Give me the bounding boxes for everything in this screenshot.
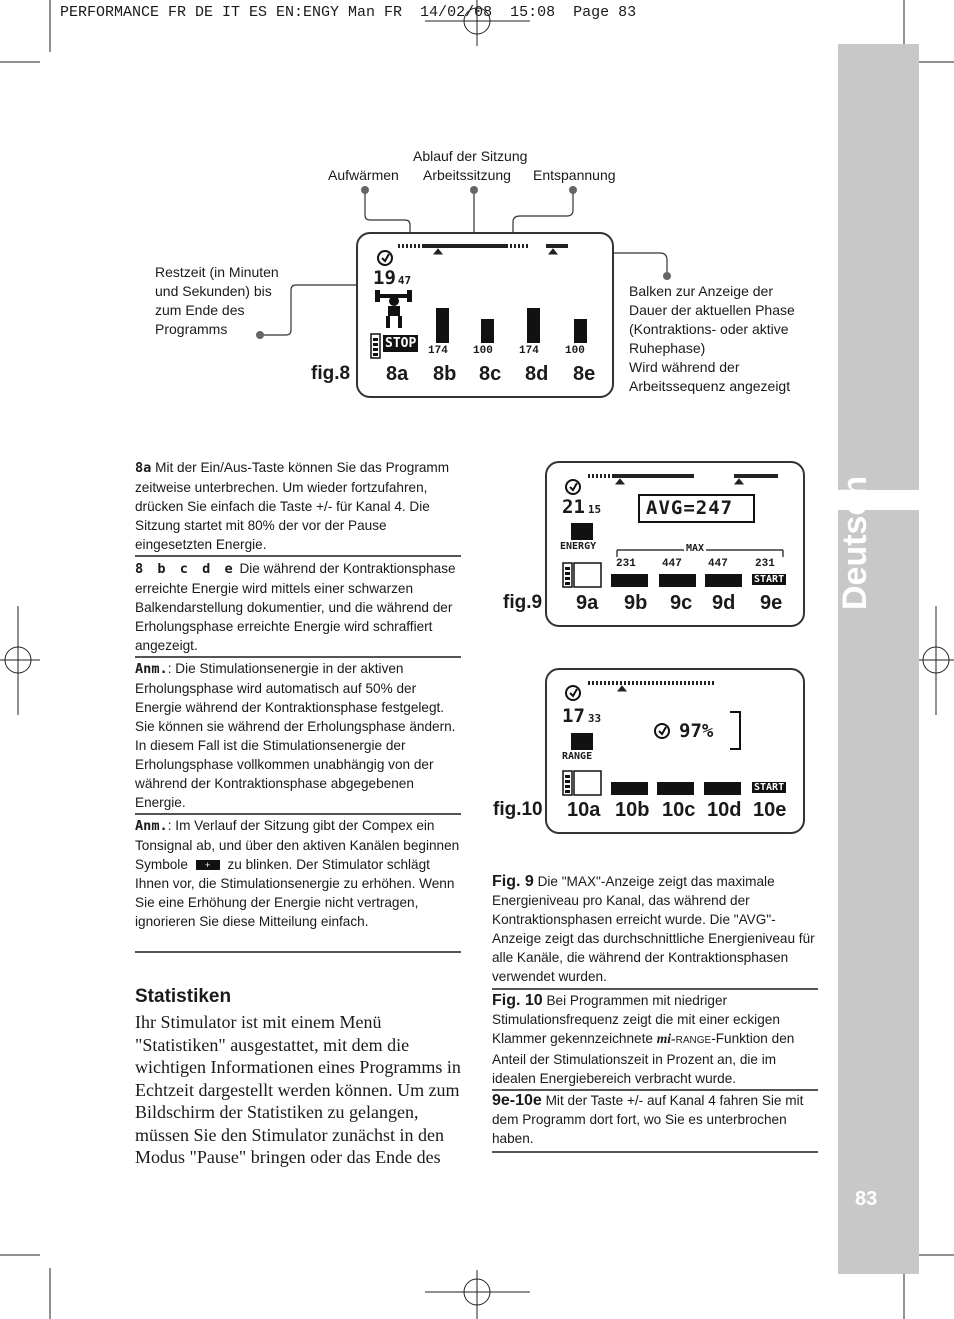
divider <box>492 988 818 990</box>
fig9-value-e: 231 <box>755 558 775 570</box>
callout-cooldown: Entspannung <box>533 167 616 183</box>
divider <box>135 555 461 557</box>
note-anm-2: Anm.: Im Verlauf der Sitzung gibt der Compex ein Tonsignal ab, und über den aktiven Kanälen beginnen Symbole + zu blinken. Der Stimulator schlägt Ihnen vor, die Stimulationsenergie zu erhöhen. Wenn Sie eine Erhöhung der Energie nicht vertragen, ignorieren Sie diese Mitteilung einfach. <box>135 818 460 929</box>
fig8-channel-d: 8d <box>525 363 549 385</box>
fig10-channel-e: 10e <box>753 799 787 821</box>
fig9-channel-a: 9a <box>576 592 599 614</box>
note-work-seq: Wird während der Arbeitssequenz angezeigt <box>629 359 791 394</box>
fig10-channel-a: 10a <box>567 799 601 821</box>
fig9-channel-b: 9b <box>624 592 648 614</box>
fig9-channel-e: 9e <box>760 592 783 614</box>
note-phase-bar: Balken zur Anzeige der Dauer der aktuellen Phase (Kontraktions- oder aktive Ruhephase) <box>629 283 795 356</box>
fig8-value-d: 174 <box>519 345 539 357</box>
avg-display: AVG=247 <box>646 497 734 519</box>
fig8-value-c: 100 <box>473 345 493 357</box>
print-slug: PERFORMANCE FR DE IT ES EN:ENGY Man FR 14/02/08 15:08 Page 83 <box>60 4 637 21</box>
fig8-channel-c: 8c <box>479 363 502 385</box>
fig10-channel-c: 10c <box>662 799 696 821</box>
fig8-channel-a: 8a <box>386 363 409 385</box>
fig10-channel-d: 10d <box>707 799 742 821</box>
fig8-channel-b: 8b <box>433 363 457 385</box>
fig8-label: fig.8 <box>311 363 351 384</box>
language-tab: Deutsch <box>836 475 874 610</box>
fig8-value-e: 100 <box>565 345 585 357</box>
start-icon: START <box>754 782 785 793</box>
fig9-time: 21 15 <box>562 496 602 518</box>
fig9-value-c: 447 <box>662 558 682 570</box>
divider <box>135 656 461 658</box>
statistiken-body: Ihr Stimulator ist mit einem Menü "Statistiken" ausgestattet, mit dem die wichtigen Informationen eines Programms in Echtzeit dargestellt werden können. Um zum Bildschirm der Statistiken zu gelangen, müssen Sie den Stimulator zunächst in den Modus "Pause" bringen oder das Ende des <box>135 1012 461 1167</box>
fig9-channel-c: 9c <box>670 592 693 614</box>
note-8a: 8a Mit der Ein/Aus-Taste können Sie das Programm zeitweise unterbrechen. Um wieder fortzufahren, drücken Sie einfach die Taste +/- für Kanal 4. Die Sitzung startet mit 80% der vor der Pause eingesetzten Energie. <box>135 460 450 552</box>
fig10-label: fig.10 <box>493 799 543 820</box>
note-9e-10e: 9e-10e Mit der Taste +/- auf Kanal 4 fahren Sie mit dem Programm dort fort, wo Sie es unterbrochen haben. <box>492 1092 804 1146</box>
fig8-time: 19 47 <box>373 267 412 289</box>
section-heading: Statistiken <box>135 986 232 1007</box>
fig10-time: 17 33 <box>562 705 602 727</box>
note-fig9: Fig. 9 Die "MAX"-Anzeige zeigt das maximale Energieniveau pro Kanal, das während der Kontraktionsphasen erreicht wurde. Die "AVG"-Anzeige zeigt das durchschnittliche Energieniveau für alle Kanäle, die während der Kontraktionsphasen verwendet wurden. <box>492 873 815 984</box>
callout-session: Ablauf der Sitzung <box>413 148 528 164</box>
callout-work: Arbeitssitzung <box>423 167 511 183</box>
divider <box>135 813 461 815</box>
range-label: RANGE <box>562 751 593 762</box>
fig9-label: fig.9 <box>503 592 543 613</box>
divider <box>135 951 461 953</box>
note-anm-1: Anm.: Die Stimulationsenergie in der aktiven Erholungsphase wird automatisch auf 50% der Energie während der Kontraktionsphase festgelegt. Sie können sie während der Erholungsphase ändern. In diesem Fall ist die Stimulationsenergie der Erholungsphase vollkommen unabhängig von der während der Kontraktionsphase abgegebenen Energie. <box>135 661 456 810</box>
fig9-channel-d: 9d <box>712 592 736 614</box>
note-remaining-time: Restzeit (in Minuten und Sekunden) bis zum Ende des Programms <box>155 264 279 337</box>
energy-label: ENERGY <box>560 541 597 552</box>
range-percent: 97% <box>679 720 714 742</box>
start-icon: START <box>754 574 785 585</box>
fig9-value-d: 447 <box>708 558 728 570</box>
fig9-value-b: 231 <box>616 558 636 570</box>
max-label: MAX <box>686 543 705 554</box>
note-fig10: Fig. 10 Bei Programmen mit niedriger Stimulationsfrequenz zeigt die mit einer eckigen Klammer gekennzeichnete mi-RANGE-Funktion den Anteil der Stimulationszeit in Prozent an, die im idealen Energiebereich verbracht wurde. <box>492 992 795 1086</box>
callout-warmup: Aufwärmen <box>328 167 399 183</box>
page-number: 83 <box>855 1188 878 1210</box>
fig8-value-b: 174 <box>428 345 448 357</box>
note-8bcde: 8 b c d e Die während der Kontraktionsphase erreichte Energie wird mittels einer schwarzen Balkendarstellung dokumentier, und die während der Erholungsphase erreichte Energie wird schraffiert angezeigt. <box>135 561 456 653</box>
stop-icon: STOP <box>385 336 417 351</box>
fig10-channel-b: 10b <box>615 799 650 821</box>
plus-minus-icon: + <box>196 860 220 870</box>
fig8-channel-e: 8e <box>573 363 596 385</box>
divider <box>492 1151 818 1153</box>
